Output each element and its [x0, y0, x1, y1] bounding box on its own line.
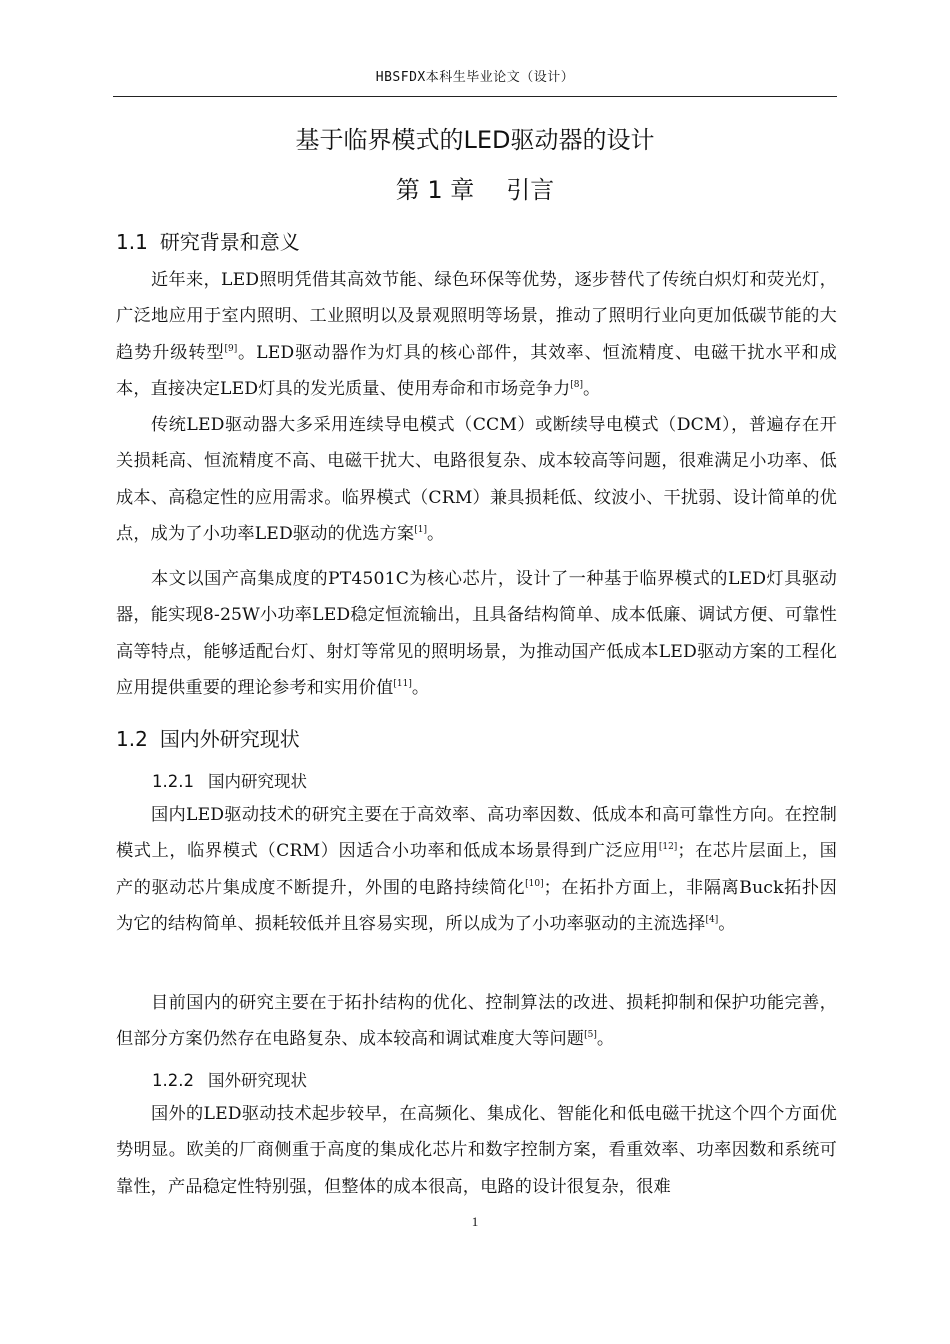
section-heading-1-1 — [116, 226, 300, 255]
subsection-heading-1-2-1 — [152, 768, 307, 792]
page-number: 1 — [471, 1214, 479, 1229]
document-title: 基于临界模式的LED驱动器的设计 — [295, 126, 655, 154]
paragraph-text: 国内LED驱动技术的研究主要在于高效率、高功率因数、低成本和高可靠性方向。在控制模式上，临界模式（CRM）因适合小功率和低成本场景得到广泛应用 — [116, 805, 837, 862]
citation-ref: [9] — [224, 343, 238, 354]
paragraph-text: ；在芯片层面上，国产的驱动芯片集成度不断提升，外围的电路持续简化 — [116, 841, 837, 898]
paragraph-text: 传统LED驱动器大多采用连续导电模式（CCM）或断续导电模式（DCM），普遍存在开关损耗高、恒流精度不高、电磁干扰大、电路很复杂、成本较高等问题，很难满足小功率、低成本、高稳定性的应用需求。临界模式（CRM）兼具损耗低、纹波小、干扰弱、设计简单的优点，成为了小功率LED驱动的优选方案 — [116, 415, 837, 544]
chapter-label: 第 1 章 — [395, 176, 475, 204]
paragraph-text: 。 — [411, 677, 430, 698]
citation-ref: [12] — [658, 842, 678, 853]
subsection-title: 国内研究现状 — [207, 772, 307, 791]
paragraph — [116, 407, 837, 552]
citation-ref: [5] — [584, 1030, 597, 1041]
citation-ref: [10] — [525, 878, 544, 889]
subsection-number: 1.2.2 — [152, 1071, 194, 1090]
paragraph — [116, 1096, 837, 1205]
chapter-heading — [113, 170, 837, 205]
paragraph-text: 。 — [583, 378, 601, 399]
paragraph-text: 。 — [596, 1029, 615, 1050]
subsection-number: 1.2.1 — [152, 772, 194, 791]
section-title: 国内外研究现状 — [159, 727, 300, 751]
citation-ref: [8] — [570, 379, 584, 390]
paragraph — [116, 985, 837, 1058]
citation-ref: [1] — [414, 524, 428, 535]
citation-ref: [4] — [705, 914, 719, 925]
paragraph-text: 。 — [718, 913, 736, 934]
paragraph-text: 。 — [427, 523, 445, 544]
section-number: 1.2 — [116, 727, 148, 751]
paragraph-text: 本文以国产高集成度的PT4501C为核心芯片，设计了一种基于临界模式的LED灯具驱动器，能实现8-25W小功率LED稳定恒流输出，且具备结构简单、成本低廉、调试方便、可靠性高等特点，能够适配台灯、射灯等常见的照明场景，为推动国产低成本LED驱动方案的工程化应用提供重要的理论参考和实用价值 — [116, 569, 837, 698]
paragraph-text: 国外的LED驱动技术起步较早，在高频化、集成化、智能化和低电磁干扰这个四个方面优势明显。欧美的厂商侧重于高度的集成化芯片和数字控制方案，看重效率、功率因数和系统可靠性，产品稳定性特别强，但整体的成本很高，电路的设计很复杂，很难 — [116, 1104, 837, 1197]
paragraph — [116, 561, 837, 706]
paragraph-text: 近年来，LED照明凭借其高效节能、绿色环保等优势，逐步替代了传统白炽灯和荧光灯，广泛地应用于室内照明、工业照明以及景观照明等场景，推动了照明行业向更加低碳节能的大趋势升级转型 — [116, 270, 837, 363]
subsection-heading-1-2-2 — [152, 1067, 307, 1091]
section-title: 研究背景和意义 — [159, 230, 300, 254]
paragraph-text: ；在拓扑方面上，非隔离Buck拓扑因为它的结构简单、损耗较低并且容易实现，所以成为了小功率驱动的主流选择 — [116, 877, 838, 934]
subsection-title: 国外研究现状 — [207, 1071, 307, 1090]
citation-ref: [11] — [393, 678, 412, 689]
section-heading-1-2 — [116, 723, 300, 752]
header-divider — [113, 96, 837, 97]
chapter-title: 引言 — [506, 176, 555, 204]
paragraph — [116, 797, 837, 942]
running-header: HBSFDX本科生毕业论文（设计） — [375, 70, 575, 85]
paragraph-text: 目前国内的研究主要在于拓扑结构的优化、控制算法的改进、损耗抑制和保护功能完善，但部分方案仍然存在电路复杂、成本较高和调试难度大等问题 — [116, 993, 837, 1050]
section-number: 1.1 — [116, 230, 148, 254]
paragraph-text: 。LED驱动器作为灯具的核心部件，其效率、恒流精度、电磁干扰水平和成本，直接决定LED灯具的发光质量、使用寿命和市场竞争力 — [116, 342, 838, 399]
paragraph — [116, 262, 837, 407]
